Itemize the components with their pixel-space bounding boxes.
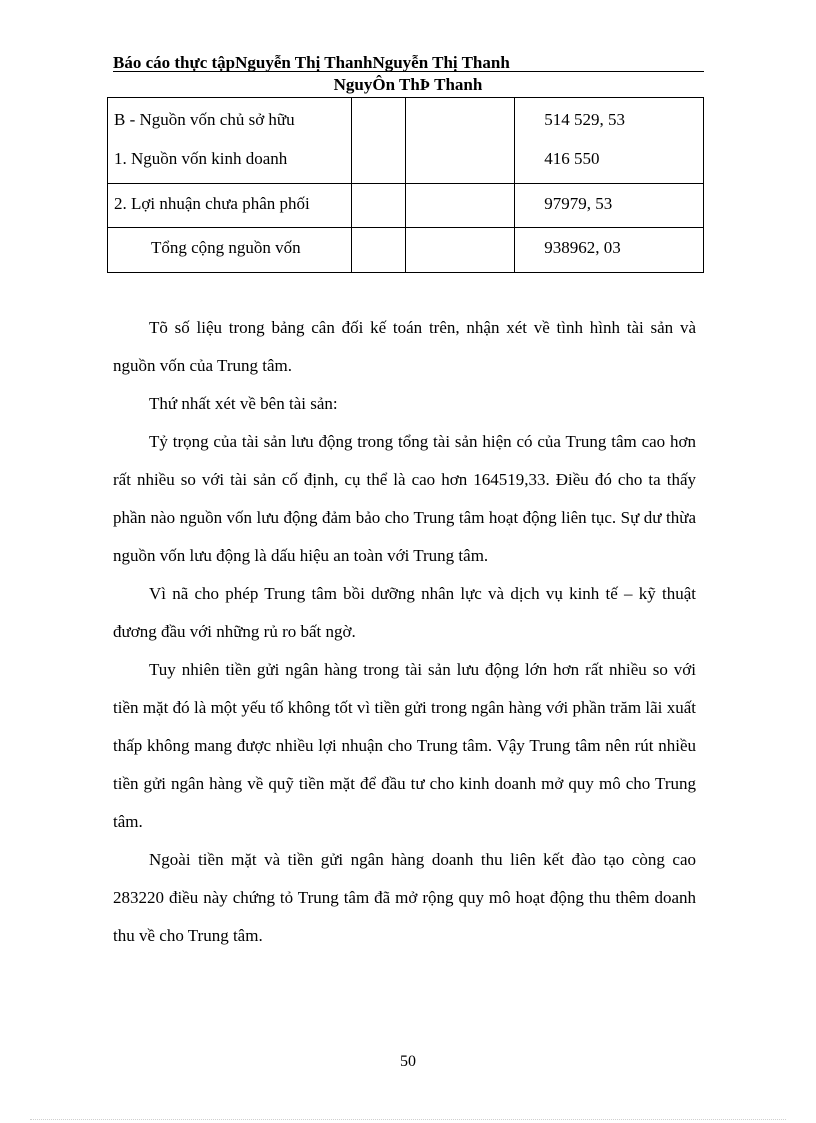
paragraph: Thứ nhất xét về bên tài sản:: [149, 394, 338, 413]
table-cell-value: [515, 228, 704, 273]
table-cell-empty: [405, 184, 515, 228]
table-cell-description: [108, 228, 352, 273]
table-cell-empty: [405, 228, 515, 273]
table-cell-description: [108, 98, 352, 184]
balance-sheet-table: [107, 97, 704, 273]
paragraph: Tuy nhiên tiền gửi ngân hàng trong tài sản lưu động lớn hơn rất nhiều so với tiền mặt đó là một yếu tố không tốt vì tiền gửi trong ngân hàng với phần trăm lãi xuất thấp không mang được nhiều lợi nhuận cho Trung tâm. Vậy Trung tâm nên rút nhiều tiền gửi ngân hàng về quỹ tiền mặt để đầu tư cho kinh doanh mở quy mô cho Trung tâm.: [113, 660, 696, 831]
table-cell-empty: [352, 228, 405, 273]
footer-divider: [30, 1119, 786, 1120]
header-rule: [113, 71, 704, 72]
table-cell-empty: [352, 184, 405, 228]
page-number: 50: [400, 1053, 416, 1070]
cell-line: 938962, 03: [544, 238, 621, 257]
table-cell-empty: [352, 98, 405, 184]
paragraph: Tõ số liệu trong bảng cân đối kế toán trên, nhận xét về tình hình tài sản và nguồn vốn của Trung tâm.: [113, 318, 696, 375]
cell-line: Tổng cộng nguồn vốn: [151, 238, 301, 257]
table-row: [108, 184, 704, 228]
table-cell-value: [515, 98, 704, 184]
paragraph: Ngoài tiền mặt và tiền gửi ngân hàng doanh thu liên kết đào tạo còng cao 283220 điều này chứng tỏ Trung tâm đã mở rộng quy mô hoạt động thu thêm doanh thu về cho Trung tâm.: [113, 850, 696, 945]
cell-line: 514 529, 53: [544, 110, 625, 129]
table-cell-description: [108, 184, 352, 228]
table-row: [108, 98, 704, 184]
paragraph: Vì nã cho phép Trung tâm bồi dưỡng nhân lực và dịch vụ kinh tế – kỹ thuật đương đầu với những rủ ro bất ngờ.: [113, 584, 696, 641]
table-row: [108, 228, 704, 273]
report-header-title: Báo cáo thực tậpNguyễn Thị ThanhNguyễn Thị Thanh: [113, 53, 510, 72]
table-cell-empty: [405, 98, 515, 184]
table-cell-value: [515, 184, 704, 228]
cell-line: B - Nguồn vốn chủ sở hữu: [114, 110, 295, 129]
cell-line: 2. Lợi nhuận chưa phân phối: [114, 194, 310, 213]
body-text: [113, 309, 696, 955]
cell-line: 1. Nguồn vốn kinh doanh: [114, 149, 288, 168]
report-header-author: NguyÔn ThÞ Thanh: [333, 75, 483, 94]
cell-line: 97979, 53: [544, 194, 613, 213]
paragraph: Tỷ trọng của tài sản lưu động trong tổng tài sản hiện có của Trung tâm cao hơn rất nhiều so với tài sản cố định, cụ thể là cao hơn 164519,33. Điều đó cho ta thấy phần nào nguồn vốn lưu động đảm bảo cho Trung tâm hoạt động liên tục. Sự dư thừa nguồn vốn lưu động là dấu hiệu an toàn với Trung tâm.: [113, 432, 696, 565]
cell-line: 416 550: [544, 149, 600, 168]
